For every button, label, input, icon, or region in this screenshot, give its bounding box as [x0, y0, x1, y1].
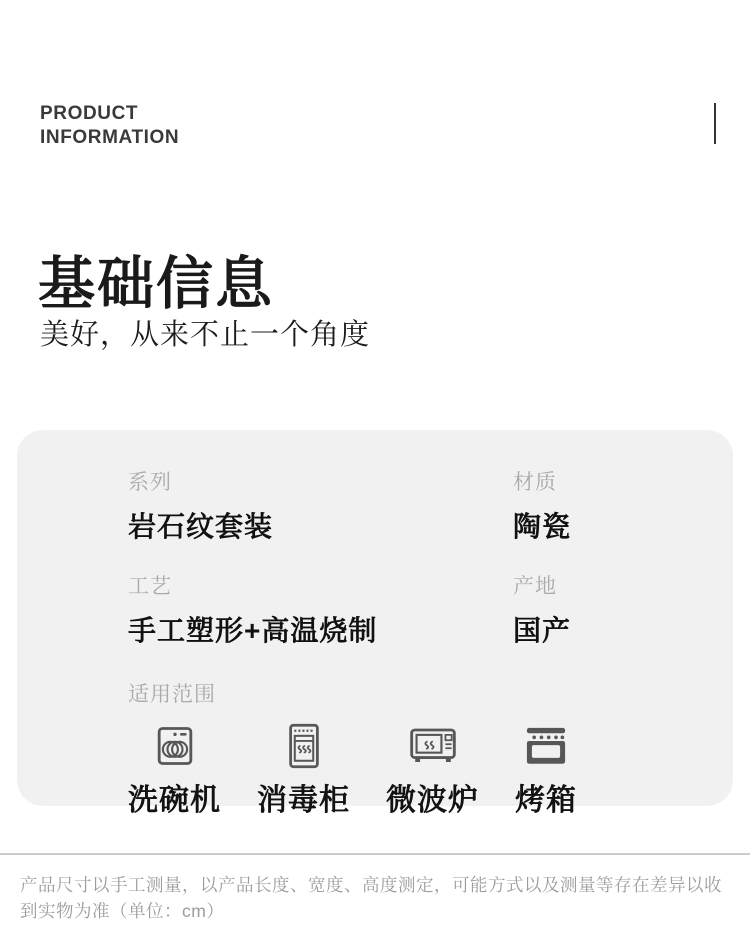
page-title: 基础信息 [38, 252, 274, 316]
field-value: 陶瓷 [513, 511, 572, 542]
field-craft [128, 570, 513, 649]
product-info-card [17, 430, 733, 817]
scope-item-oven [515, 722, 577, 819]
field-value: 国产 [513, 615, 572, 646]
microwave-icon [409, 722, 457, 770]
eyebrow-line2: INFORMATION [40, 127, 180, 148]
field-label: 产地 [513, 575, 557, 598]
scope-item-dishwasher [128, 722, 221, 819]
scope-row [128, 722, 733, 819]
footer-divider [0, 853, 750, 855]
footer-disclaimer: 产品尺寸以手工测量，以产品长度、宽度、高度测定，可能方式以及测量等存在差异以收到实物为准（单位：cm） [20, 875, 722, 922]
page-subtitle: 美好，从来不止一个角度 [40, 319, 371, 351]
decorative-vertical-line [714, 103, 716, 144]
scope-item-microwave [386, 722, 479, 819]
eyebrow-product-information [40, 102, 179, 150]
scope-item-label: 洗碗机 [128, 784, 221, 817]
field-material [513, 466, 733, 545]
fields-grid [128, 466, 733, 674]
sterilizer-cabinet-icon [287, 722, 321, 770]
scope-item-label: 微波炉 [386, 784, 479, 817]
oven-icon [524, 722, 568, 770]
scope-label: 适用范围 [128, 683, 216, 706]
field-series [128, 466, 513, 545]
scope-item-label: 烤箱 [515, 784, 577, 817]
field-label: 系列 [128, 471, 172, 494]
field-label: 材质 [513, 471, 557, 494]
dishwasher-icon [155, 722, 195, 770]
field-value: 岩石纹套装 [128, 511, 274, 542]
field-value: 手工塑形+高温烧制 [128, 615, 378, 646]
scope-item-label: 消毒柜 [257, 784, 350, 817]
field-label: 工艺 [128, 575, 172, 598]
field-origin [513, 570, 733, 649]
scope-item-sterilizer [257, 722, 350, 819]
eyebrow-line1: PRODUCT [40, 103, 139, 124]
